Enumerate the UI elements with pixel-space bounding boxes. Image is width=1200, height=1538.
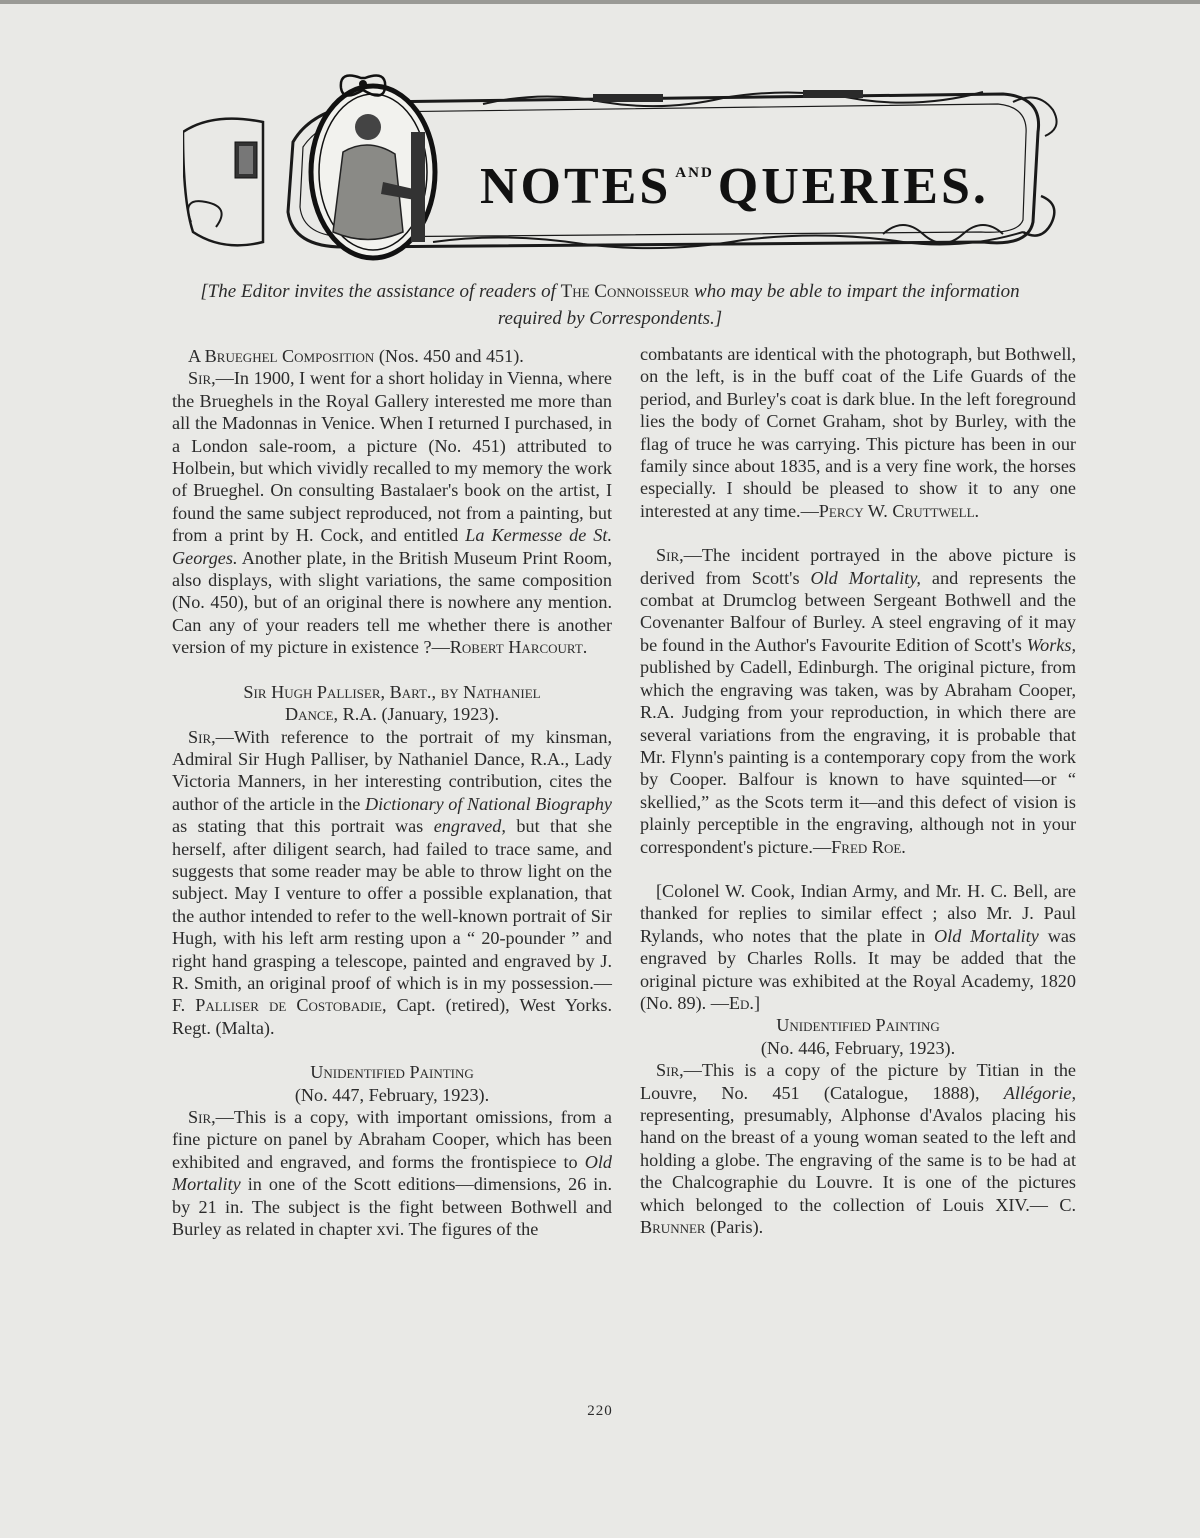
letter-text: —In 1900, I went for a short holiday in Vienna, where the Brueghels in the Royal Gallery interested me more than all the Madonnas in Venice. When I returned I purchased, in a London sale-room, a picture (No. 451) attributed to Holbein, but which vividly recalled to my memory the work of Brueghel. On consulting Bastalaer's book on the artist, I found the same subject reproduced, not from a painting, but from a print by H. Cock, and entitled (172, 368, 612, 546)
article-heading (172, 1061, 612, 1106)
heading-text: A Brueghel Composition (188, 346, 375, 366)
editor-note-text-a: The Editor invites the assistance of readers of (207, 281, 556, 302)
signature: Percy W. Cruttwell. (818, 500, 980, 521)
letter-text: representing, presumably, Alphonse d'Avalos placing his hand on the breast of a young woman seated to the left and holding a globe. The engraving of the same is to be had at the Chalcographie du Louvre. It is one of the pictures which belonged to the collection of Louis XIV.— (640, 1105, 1076, 1215)
salutation: Sir, (188, 368, 216, 389)
signature: Robert Harcourt. (449, 637, 588, 658)
salutation: Sir, (188, 1107, 216, 1127)
signature: F. Palliser de Costobadie, (172, 995, 387, 1016)
heading-ref: (No. 447, February, 1923). (294, 1084, 490, 1105)
page-title (480, 138, 1055, 215)
right-column (640, 343, 1076, 1238)
magazine-name: The Connoisseur (560, 281, 690, 302)
heading-ref: (Nos. 450 and 451). (378, 346, 524, 366)
letter-paragraph (172, 367, 612, 658)
letter-text: —This is a copy of the picture by Titian in the Louvre, No. 451 (Catalogue, 1888), (640, 1060, 1076, 1103)
book-title: Old Mortality, (810, 567, 921, 588)
reply-text: [Colonel W. Cook, Indian Army, and Mr. H. C. Bell, are thanked for replies to similar effect ; also Mr. J. Paul Rylands, who notes that the plate in (640, 880, 1076, 946)
artwork-title: Allégorie, (1003, 1082, 1076, 1103)
artwork-title: La Kermesse de St. Georges. (172, 525, 612, 568)
article-heading (172, 345, 612, 367)
letter-text: —This is a copy, with important omissions, from a fine picture on panel by Abraham Cooper, which has been exhibited and engraved, and forms the frontispiece to (172, 1107, 612, 1172)
signature-detail: (Paris). (710, 1217, 764, 1238)
letter-paragraph (172, 726, 612, 1040)
letter-text: combatants are identical with the photograph, but Bothwell, on the left, is in the buff coat of the Life Guards of the period, and Burley's coat is dark blue. In the left foreground lies the body of Cornet Graham, shot by Burley, with the flag of truce he was carrying. This picture has been in our family since about 1835, and is a very fine work, the horses especially. I should be pleased to show it to any one interested at any time.— (640, 344, 1076, 521)
left-column (172, 345, 612, 1240)
heading-text: Unidentified Painting (310, 1062, 474, 1083)
heading-text: Sir Hugh Palliser, Bart., by Nathaniel (243, 681, 541, 702)
signature: C. Brunner (640, 1194, 1077, 1238)
heading-ref: (No. 446, February, 1923). (760, 1037, 956, 1058)
page-number: 220 (587, 1403, 613, 1419)
letter-text: but that she herself, after diligent search, had failed to trace same, and suggests that some reader may be able to throw light on the subject. May I venture to offer a possible explanation, that the author intended to refer to the well-known portrait of Sir Hugh, with his left arm resting upon a “ 20-pounder ” and right hand grasping a telescope, painted and engraved by J. R. Smith, an original proof of which is in my possession.— (172, 816, 613, 993)
emphasis: engraved, (433, 816, 506, 837)
letter-text: in one of the Scott editions—dimensions, 26 in. by 21 in. The subject is the fight between Bothwell and Burley as related in chapter xvi. The figures of the (172, 1174, 612, 1240)
salutation: Sir, (656, 1060, 684, 1081)
book-title: Old Mortality (172, 1151, 613, 1195)
letter-text: —With reference to the portrait of my kinsman, Admiral Sir Hugh Palliser, by Nathaniel Dance, R.A., Lady Victoria Manners, in her interesting contribution, cites the author of the article in the (172, 726, 612, 814)
article-heading (172, 681, 612, 726)
book-title: Old Mortality (934, 925, 1039, 946)
book-title: Works, (1026, 634, 1076, 655)
page-top-edge (0, 0, 1200, 4)
heading-ref: (January, 1923). (381, 704, 500, 725)
editor-note (180, 278, 1040, 332)
book-title: Dictionary of National Biography (364, 793, 612, 814)
salutation: Sir, (188, 726, 216, 747)
letter-text: Another plate, in the British Museum Print Room, also displays, with slight variations, the same composition (No. 450), but of an original there is nowhere any mention. Can any of your readers tell me whether there is another version of my picture in existence ?— (172, 547, 612, 658)
heading-text: Unidentified Painting (776, 1015, 940, 1036)
bracket-close: ] (714, 308, 723, 329)
letter-paragraph (640, 544, 1076, 858)
letter-paragraph (640, 1059, 1076, 1238)
article-heading (640, 1014, 1076, 1059)
letter-text: as stating that this portrait was (172, 816, 424, 837)
heading-text: Dance, R.A. (284, 704, 377, 725)
bracket-open: [ (200, 281, 208, 302)
title-queries: QUERIES. (717, 158, 989, 215)
title-and: AND (675, 165, 714, 181)
letter-text: and represents the combat at Drumclog between Sergeant Bothwell and the Covenanter Balfour of Burley. A steel engraving of it may be found in the Author's Favourite Edition of Scott's (640, 567, 1077, 655)
editor-note-text-b: who may be able to impart the information required by Correspondents. (497, 281, 1020, 329)
signature-detail: Capt. (retired), West Yorks. Regt. (Malta). (172, 995, 613, 1038)
letter-paragraph (172, 1106, 612, 1240)
editor-signature: Ed. (728, 992, 754, 1013)
letter-text: published by Cadell, Edinburgh. The original picture, from which the engraving was taken, was by Abraham Cooper, R.A. Judging from your reproduction, in which there are several variations from the engraving, it is probable that Mr. Flynn's painting is a contemporary copy from the work by Cooper. Balfour is known to have squinted—or “ skellied,” as the Scots term it—and this defect of vision is plainly perceptible in the engraving, although not in your correspondent's picture.— (640, 657, 1076, 857)
signature: Fred Roe. (831, 836, 906, 857)
editor-reply (640, 880, 1076, 1014)
letter-paragraph (640, 343, 1076, 522)
title-notes: NOTES (480, 158, 672, 215)
letter-text: —The incident portrayed in the above picture is derived from Scott's (640, 545, 1076, 588)
reply-text: was engraved by Charles Rolls. It may be added that the original picture was exhibited at the Royal Academy, 1820 (No. 89). — (640, 925, 1076, 1013)
salutation: Sir, (656, 545, 684, 566)
bracket-close: ] (753, 992, 761, 1013)
